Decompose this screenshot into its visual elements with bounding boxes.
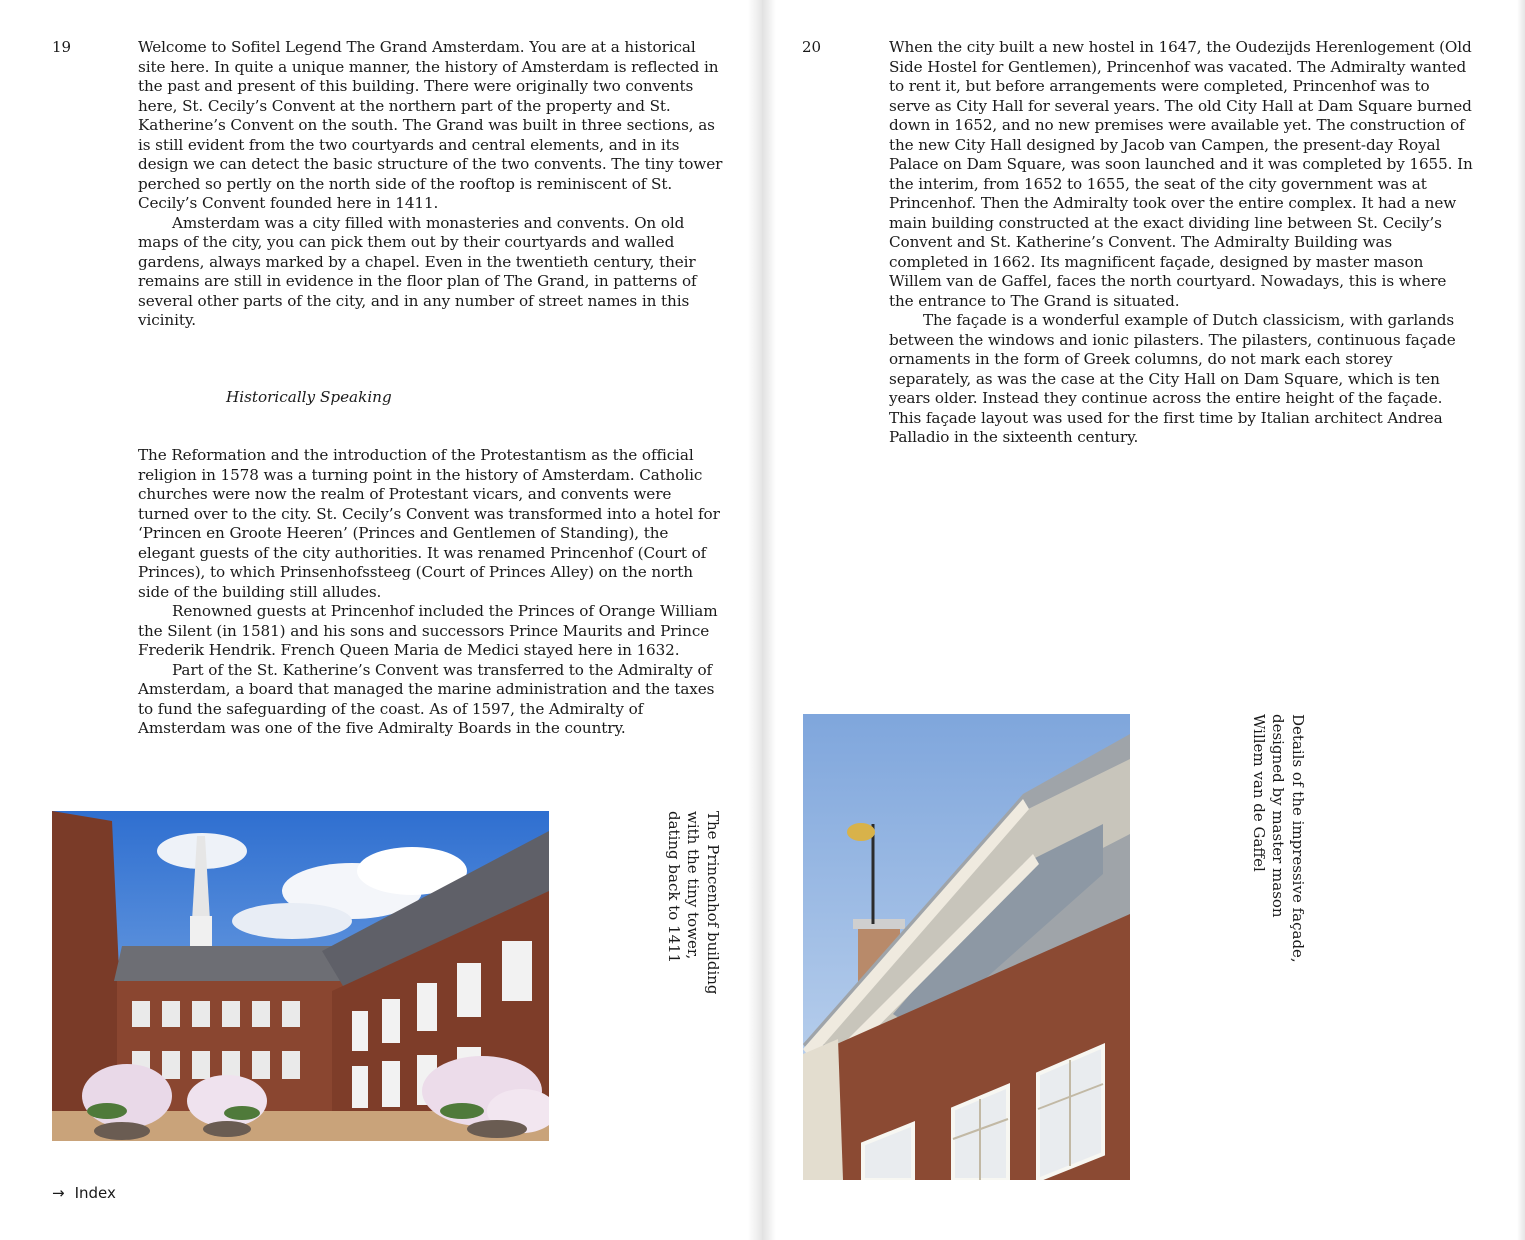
guests-paragraph: Renowned guests at Princenhof included the Princes of Orange William the Silent (in 1581) and his sons and successors Prince Maurits and Prince Frederik Hendrik. French Queen Maria de Medici stayed here in 1632. [138,602,718,659]
convents-paragraph: Amsterdam was a city filled with monasteries and convents. On old maps of the city, you can pick them out by their courtyards and walled gardens, always marked by a chapel. Even in the twentieth century, their remains are still in evidence in the floor plan of The Grand, in patterns of several other parts of the city, and in any number of street names in this vicinity. [138,213,697,329]
princenhof-photo-caption [664,811,723,1011]
facade-paragraph: The façade is a wonderful example of Dutch classicism, with garlands between the windows and ionic pilasters. The pilasters, continuous façade ornaments in the form of Greek columns, do not mark each storey separately, as was the case at the City Hall on Dam Square, which is ten years older. Instead they continue across the entire height of the façade. This façade layout was used for the first time by Italian architect Andrea Palladio in the sixteenth century. [889,311,1456,446]
arrow-right-icon: → [52,1184,65,1202]
facade-detail-photo [803,714,1130,1180]
admiralty-paragraph: Part of the St. Katherine’s Convent was transferred to the Admiralty of Amsterdam, a board that managed the marine administration and the taxes to fund the safeguarding of the coast. As of 1597, the Admiralty of Amsterdam was one of the five Admiralty Boards in the country. [138,660,715,737]
section-text [138,446,726,739]
gutter-shadow [748,0,762,1240]
caption-text: The Princenhof building with the tiny tower, dating back to 1411 [665,811,722,995]
intro-text [138,38,726,331]
body-text [889,38,1475,448]
gutter-shadow [762,0,776,1240]
city-hall-paragraph: When the city built a new hostel in 1647, the Oudezijds Herenlogement (Old Side Hostel for Gentlemen), Princenhof was vacated. The Admiralty wanted to rent it, but before arrangements were completed, Princenhof was to serve as City Hall for several years. The old City Hall at Dam Square burned down in 1652, and no new premises were available yet. The construction of the new City Hall designed by Jacob van Campen, the present-day Royal Palace on Dam Square, was soon launched and it was completed by 1655. In the interim, from 1652 to 1655, the seat of the city government was at Princenhof. Then the Admiralty took over the entire complex. It had a new main building constructed at the exact dividing line between St. Cecily’s Convent and St. Katherine’s Convent. The Admiralty Building was completed in 1662. Its magnificent façade, designed by master mason Willem van de Gaffel, faces the north courtyard. Nowadays, this is where the entrance to The Grand is situated. [889,38,1473,310]
index-label: Index [74,1184,116,1202]
index-link[interactable] [52,1183,116,1203]
right-page [762,0,1525,1240]
facade-photo-caption [1249,714,1308,974]
caption-text: Details of the impressive façade, designed by master mason Willem van de Gaffel [1250,714,1307,963]
section-subheading: Historically Speaking [226,388,392,406]
left-page [0,0,762,1240]
princenhof-courtyard-photo [52,811,549,1141]
page-number: 20 [802,38,822,56]
intro-paragraph: Welcome to Sofitel Legend The Grand Amsterdam. You are at a historical site here. In quite a unique manner, the history of Amsterdam is reflected in the past and present of this building. There were originally two convents here, St. Cecily’s Convent at the northern part of the property and St. Katherine’s Convent on the south. The Grand was built in three sections, as is still evident from the two courtyards and central elements, and in its design we can detect the basic structure of the two convents. The tiny tower perched so pertly on the north side of the rooftop is reminiscent of St. Cecily’s Convent founded here in 1411. [138,38,723,212]
page-number: 19 [52,38,72,56]
reformation-paragraph: The Reformation and the introduction of the Protestantism as the official religion in 1578 was a turning point in the history of Amsterdam. Catholic churches were now the realm of Protestant vicars, and convents were turned over to the city. St. Cecily’s Convent was transformed into a hotel for ‘Princen en Groote Heeren’ (Princes and Gentlemen of Standing), the elegant guests of the city authorities. It was renamed Princenhof (Court of Princes), to which Prinsenhofssteeg (Court of Princes Alley) on the north side of the building still alludes. [138,446,720,601]
page-edge-shadow [1517,0,1525,1240]
